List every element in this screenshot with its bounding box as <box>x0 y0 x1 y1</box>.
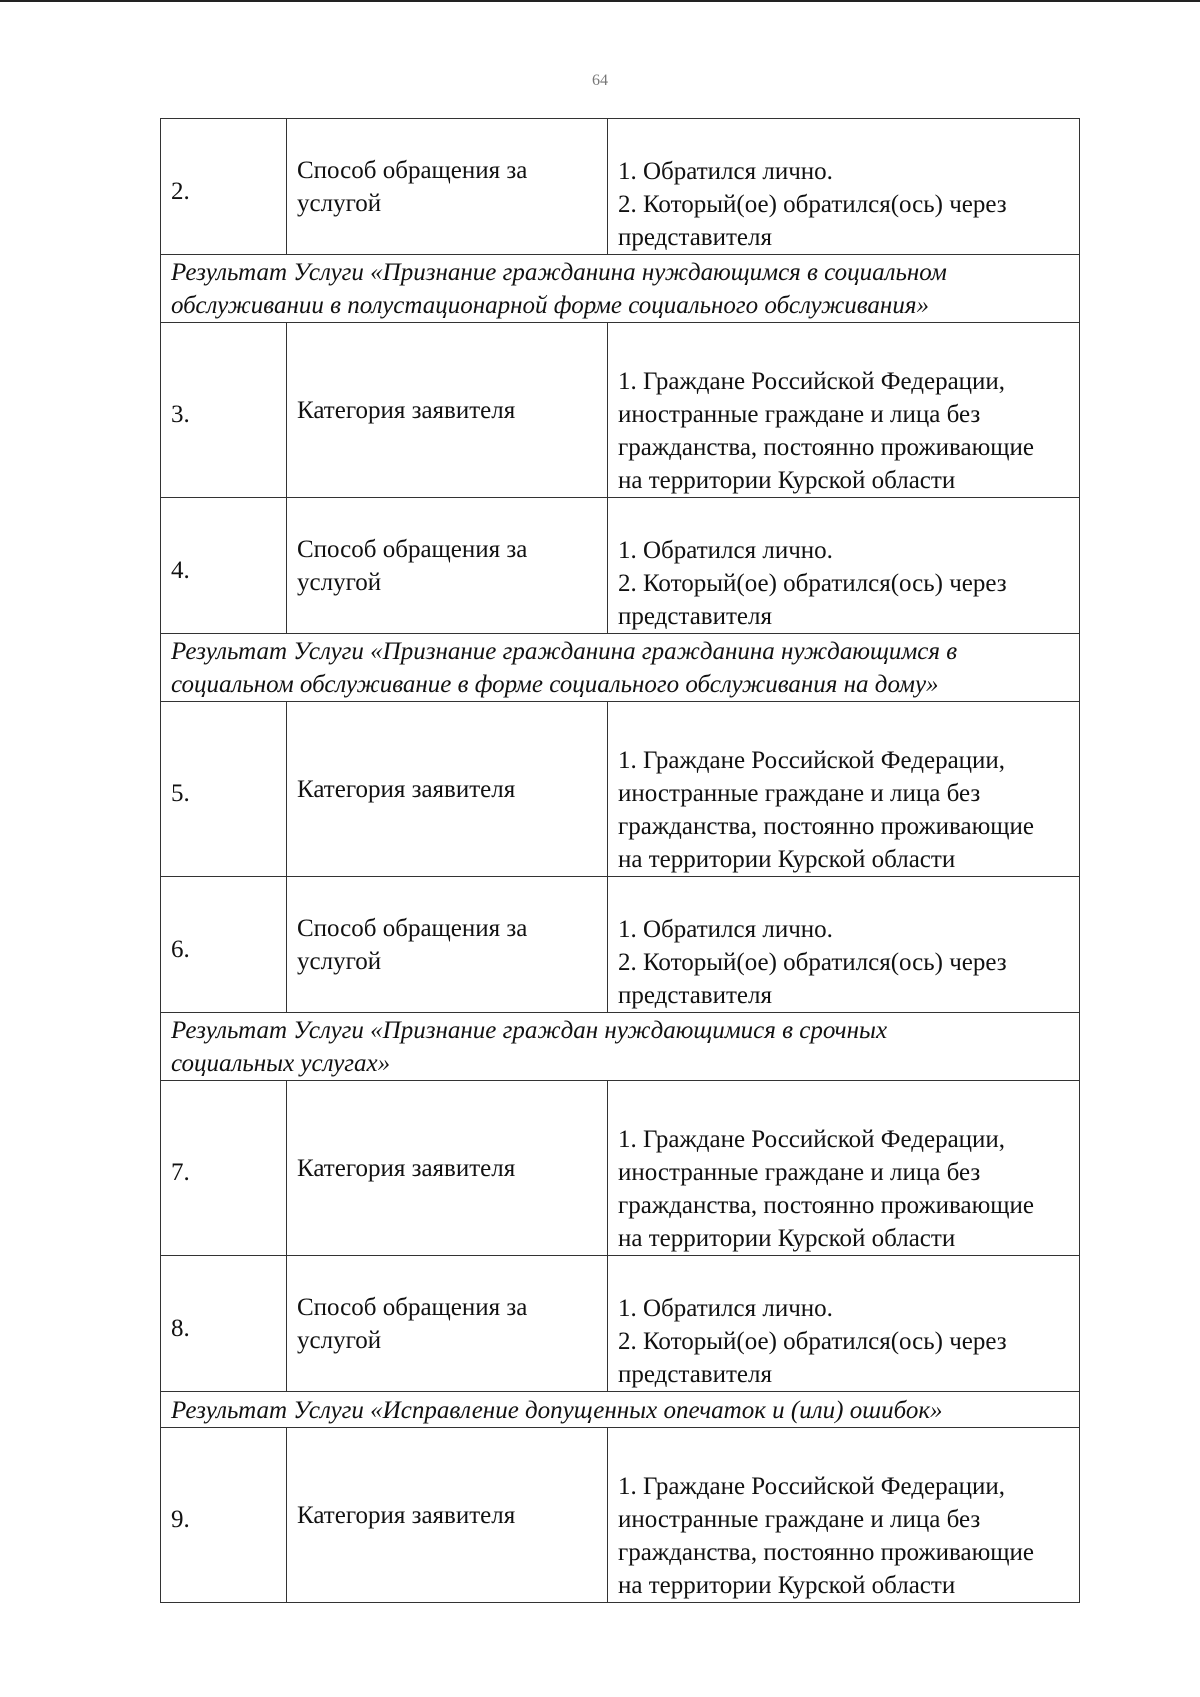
section-header-row <box>161 1013 1080 1081</box>
table-row <box>161 119 1080 255</box>
section-heading: Результат Услуги «Признание гражданина нуждающимся в социальном обслуживании в полустационарной форме социального обслуживания» <box>161 255 1080 323</box>
criterion-value: 1. Граждане Российской Федерации, иностранные граждане и лица без гражданства, постоянно проживающие на территории Курской области <box>608 1428 1080 1603</box>
section-heading: Результат Услуги «Признание гражданина гражданина нуждающимся в социальном обслуживание в форме социального обслуживания на дому» <box>161 634 1080 702</box>
row-number: 5. <box>161 702 287 877</box>
page-number: 64 <box>592 72 608 89</box>
table-row <box>161 702 1080 877</box>
row-number: 3. <box>161 323 287 498</box>
table-row <box>161 498 1080 634</box>
table-row <box>161 877 1080 1013</box>
criterion-value: 1. Граждане Российской Федерации, иностранные граждане и лица без гражданства, постоянно проживающие на территории Курской области <box>608 1081 1080 1256</box>
top-border-line <box>0 0 1200 2</box>
section-heading: Результат Услуги «Признание граждан нуждающимися в срочных социальных услугах» <box>161 1013 1080 1081</box>
criterion-label: Способ обращения за услугой <box>287 877 608 1013</box>
section-header-row <box>161 255 1080 323</box>
criterion-value: 1. Обратился лично. 2. Который(ое) обратился(ось) через представителя <box>608 498 1080 634</box>
table-row <box>161 1256 1080 1392</box>
table-row <box>161 1428 1080 1603</box>
criterion-value: 1. Обратился лично. 2. Который(ое) обратился(ось) через представителя <box>608 119 1080 255</box>
section-heading: Результат Услуги «Исправление допущенных опечаток и (или) ошибок» <box>161 1392 1080 1428</box>
section-header-row <box>161 634 1080 702</box>
services-table <box>160 118 1080 1603</box>
row-number: 8. <box>161 1256 287 1392</box>
criterion-value: 1. Обратился лично. 2. Который(ое) обратился(ось) через представителя <box>608 1256 1080 1392</box>
criterion-label: Способ обращения за услугой <box>287 1256 608 1392</box>
table-row <box>161 1081 1080 1256</box>
table-row <box>161 323 1080 498</box>
row-number: 9. <box>161 1428 287 1603</box>
criterion-value: 1. Обратился лично. 2. Который(ое) обратился(ось) через представителя <box>608 877 1080 1013</box>
criterion-label: Способ обращения за услугой <box>287 119 608 255</box>
criterion-label: Категория заявителя <box>287 1081 608 1256</box>
row-number: 7. <box>161 1081 287 1256</box>
row-number: 4. <box>161 498 287 634</box>
row-number: 2. <box>161 119 287 255</box>
criterion-value: 1. Граждане Российской Федерации, иностранные граждане и лица без гражданства, постоянно проживающие на территории Курской области <box>608 323 1080 498</box>
row-number: 6. <box>161 877 287 1013</box>
criterion-label: Способ обращения за услугой <box>287 498 608 634</box>
criterion-label: Категория заявителя <box>287 702 608 877</box>
criterion-label: Категория заявителя <box>287 323 608 498</box>
criterion-value: 1. Граждане Российской Федерации, иностранные граждане и лица без гражданства, постоянно проживающие на территории Курской области <box>608 702 1080 877</box>
criterion-label: Категория заявителя <box>287 1428 608 1603</box>
section-header-row <box>161 1392 1080 1428</box>
